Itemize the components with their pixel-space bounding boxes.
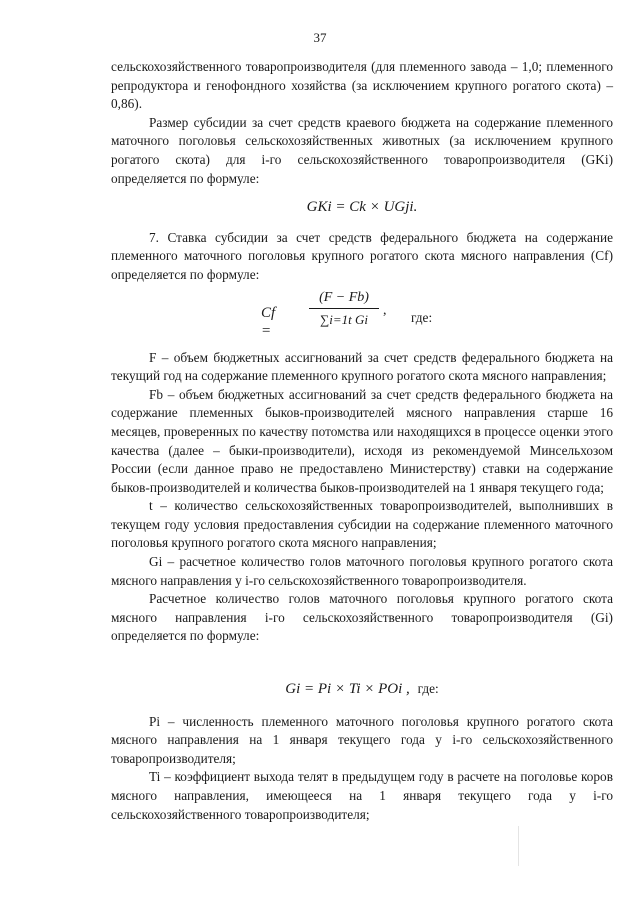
formula-cf-comma: ,	[383, 302, 387, 318]
paragraph-2: Размер субсидии за счет средств краевого бюджета на содержание племенного маточного поголовья сельскохозяйственных животных (за исключением крупного рогатого скота) для i-го сельскохозяйственного товаропроизводителя (GKi) определяется по формуле:	[111, 114, 613, 186]
paragraph-10: Ti – коэффициент выхода телят в предыдущем году в расчете на поголовье коров мясного направления, имеющееся на 1 января текущего года у i-го сельскохозяйственного товаропроизводителя;	[111, 769, 613, 822]
paragraph-7: Gi – расчетное количество голов маточного поголовья крупного рогатого скота мясного направления у i-го сельскохозяйственного товаропроизводителя.	[111, 554, 613, 588]
document-body	[111, 58, 613, 824]
formula-cf-denominator: ∑i=1t Gi	[319, 311, 368, 327]
formula-gi-expression: Gi = Pi × Ti × POi ,	[285, 681, 410, 698]
paragraph-6: t – количество сельскохозяйственных товаропроизводителей, выполнивших в текущем году условия предоставления субсидии на содержание племенного маточного поголовья крупного рогатого скота мясного направления;	[111, 498, 613, 551]
paragraph-3: 7. Ставка субсидии за счет средств федерального бюджета на содержание племенного маточного поголовья крупного рогатого скота мясного направления (Cf) определяется по формуле:	[111, 229, 613, 282]
paragraph-1: сельскохозяйственного товаропроизводителя (для племенного завода – 1,0; племенного репродуктора и генофондного хозяйства (за исключением крупного рогатого скота) – 0,86).	[111, 59, 613, 112]
page-number: 37	[313, 30, 327, 45]
formula-cf-numerator: (F − Fb)	[309, 289, 379, 310]
paragraph-5: Fb – объем бюджетных ассигнований за счет средств федерального бюджета на содержание племенных быков-производителей мясного направления старше 16 месяцев, проверенных по качеству потомства или находящихся в процессе оценки этого качества (далее – быки-производители), исходя из рекомендуемой Минсельхозом России (если данное право не предоставлено Министерству) ставки на содержание быков-производителей и количества быков-производителей на 1 января текущего года;	[111, 386, 613, 495]
formula-gi	[111, 680, 613, 699]
paragraph-4: F – объем бюджетных ассигнований за счет средств федерального бюджета на текущий год на содержание племенного крупного рогатого скота мясного направления;	[111, 349, 613, 384]
formula-cf-lhs: Cf =	[261, 304, 276, 340]
scan-artifact-line	[518, 826, 519, 866]
formula-gi-where: где:	[417, 681, 439, 697]
formula-cf	[111, 287, 613, 343]
formula-cf-where: где:	[411, 309, 433, 325]
paragraph-9: Pi – численность племенного маточного поголовья крупного рогатого скота мясного направления на 1 января текущего года у i-го сельскохозяйственного товаропроизводителя;	[111, 713, 613, 766]
formula-gk: GKi = Ck × UGji.	[306, 199, 418, 216]
paragraph-8: Расчетное количество голов маточного поголовья крупного рогатого скота мясного направления i-го сельскохозяйственного товаропроизводителя (Gi) определяется по формуле:	[111, 591, 613, 644]
